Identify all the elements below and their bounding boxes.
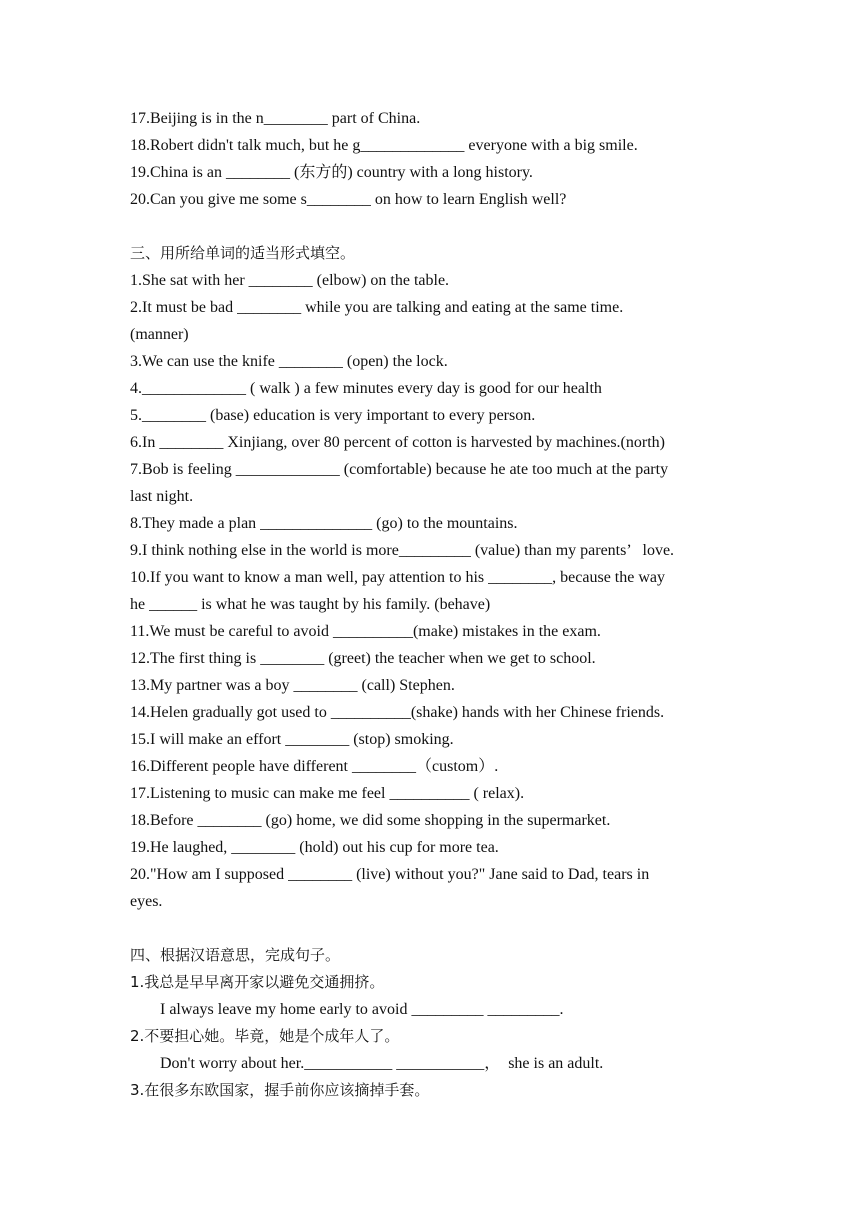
s3-line: 8.They made a plan ______________ (go) to the mountains. (130, 515, 518, 532)
s3-line: 7.Bob is feeling _____________ (comfortable) because he ate too much at the party (130, 461, 669, 478)
s3-line: 16.Different people have different ________（custom）. (130, 758, 499, 775)
s3-line: eyes. (130, 893, 163, 910)
s4-question-3-chinese: 3.在很多东欧国家，握手前你应该摘掉手套。 (130, 1081, 430, 1099)
exercise-item-17: 17.Beijing is in the n________ part of China. (130, 110, 421, 127)
s4-question-1-chinese: 1.我总是早早离开家以避免交通拥挤。 (130, 973, 385, 991)
s3-line: 17.Listening to music can make me feel __________ ( relax). (130, 785, 525, 802)
s3-line: 10.If you want to know a man well, pay attention to his ________, because the way (130, 569, 665, 586)
s3-line: 1.She sat with her ________ (elbow) on the table. (130, 272, 450, 289)
s3-line: last night. (130, 488, 194, 505)
s3-line: 20."How am I supposed ________ (live) without you?" Jane said to Dad, tears in (130, 866, 650, 883)
s3-line: he ______ is what he was taught by his family. (behave) (130, 596, 491, 613)
s3-line: 15.I will make an effort ________ (stop) smoking. (130, 731, 454, 748)
s4-question-2-english: Don't worry about her.___________ ___________， she is an adult. (160, 1055, 604, 1072)
section-spacer (130, 213, 740, 240)
page-content (130, 105, 740, 1104)
s3-line: 9.I think nothing else in the world is more_________ (value) than my parents’ love. (130, 542, 675, 559)
s3-line: 14.Helen gradually got used to __________(shake) hands with her Chinese friends. (130, 704, 665, 721)
s3-line: 6.In ________ Xinjiang, over 80 percent of cotton is harvested by machines.(north) (130, 434, 665, 451)
section-3-heading: 三、用所给单词的适当形式填空。 (130, 244, 356, 262)
s4-question-2-chinese: 2.不要担心她。毕竟，她是个成年人了。 (130, 1027, 400, 1045)
section-spacer (130, 915, 740, 942)
s3-line: 12.The first thing is ________ (greet) the teacher when we get to school. (130, 650, 596, 667)
s3-line: (manner) (130, 326, 189, 343)
s4-question-1-english: I always leave my home early to avoid _________ _________. (160, 1001, 564, 1018)
exercise-item-19: 19.China is an ________ (东方的) country with a long history. (130, 164, 533, 181)
s3-line: 2.It must be bad ________ while you are talking and eating at the same time. (130, 299, 624, 316)
exercise-item-20: 20.Can you give me some s________ on how to learn English well? (130, 191, 567, 208)
s3-line: 19.He laughed, ________ (hold) out his cup for more tea. (130, 839, 499, 856)
s3-line: 5.________ (base) education is very important to every person. (130, 407, 536, 424)
s3-line: 11.We must be careful to avoid __________(make) mistakes in the exam. (130, 623, 601, 640)
section-4-heading: 四、根据汉语意思，完成句子。 (130, 946, 341, 964)
s3-line: 4._____________ ( walk ) a few minutes every day is good for our health (130, 380, 602, 397)
s3-line: 18.Before ________ (go) home, we did some shopping in the supermarket. (130, 812, 611, 829)
s3-line: 13.My partner was a boy ________ (call) Stephen. (130, 677, 455, 694)
exercise-item-18: 18.Robert didn't talk much, but he g_____________ everyone with a big smile. (130, 137, 638, 154)
s3-line: 3.We can use the knife ________ (open) the lock. (130, 353, 448, 370)
